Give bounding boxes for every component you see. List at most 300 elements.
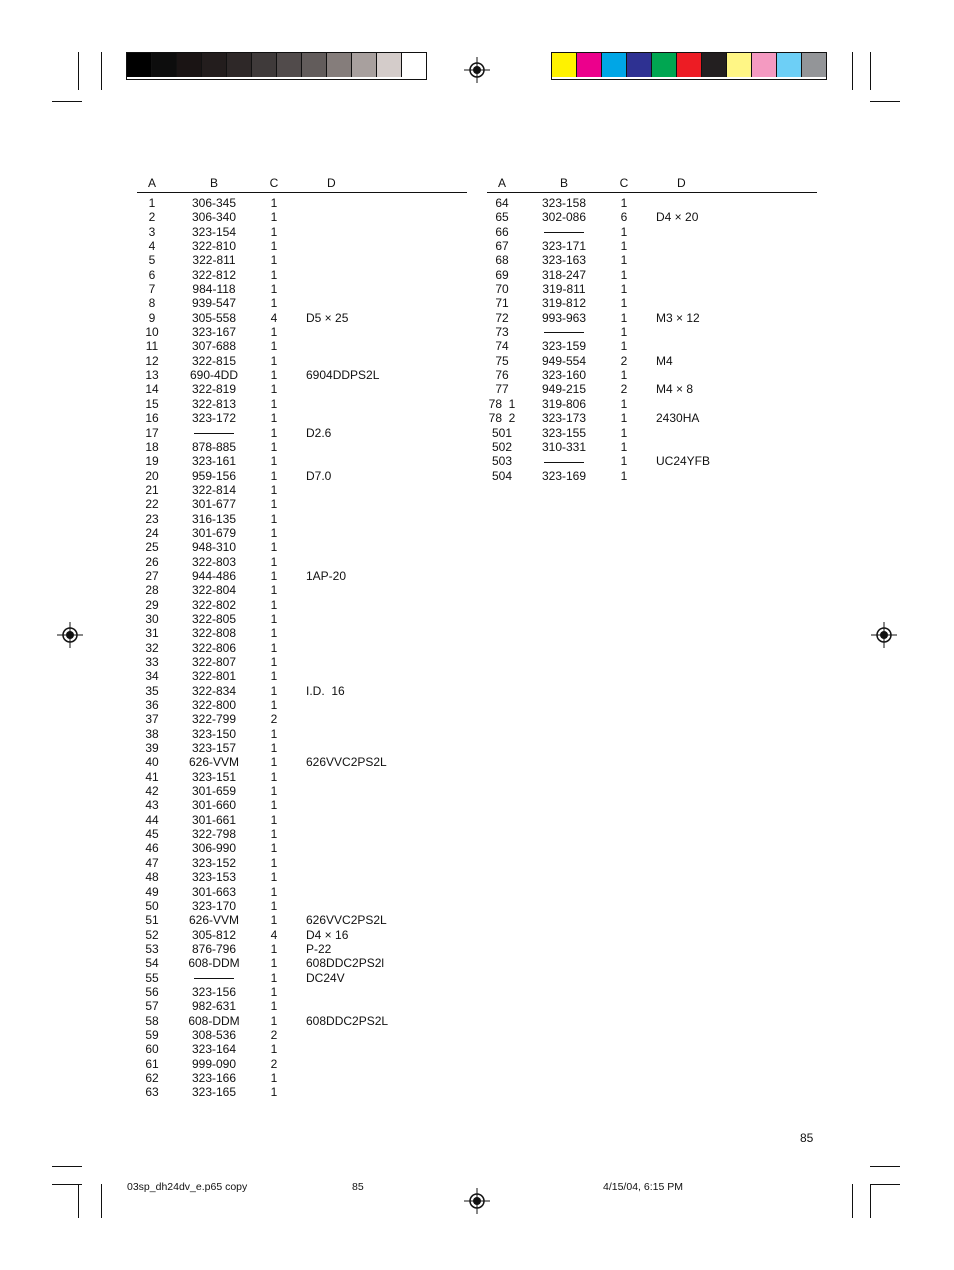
cell-a: 46: [145, 841, 159, 856]
color-swatch: [702, 53, 727, 77]
cell-c: 2: [620, 382, 628, 397]
cell-a: 45: [145, 827, 159, 842]
color-swatch: [402, 53, 426, 77]
cell-d: D5 × 25: [306, 310, 349, 325]
cell-c: 1: [620, 396, 628, 411]
cell-c: 1: [270, 841, 278, 856]
table-row: [137, 626, 467, 640]
cell-b: 690-4DD: [189, 368, 239, 383]
crop-mark: [870, 1184, 900, 1185]
cell-c: 1: [270, 1070, 278, 1085]
cell-b: 322-819: [191, 382, 237, 397]
cell-a: 4: [148, 239, 156, 254]
table-row: [137, 382, 467, 396]
cell-d: 608DDC2PS2l: [306, 956, 385, 971]
cell-a: 503: [491, 454, 513, 469]
table-row: [137, 741, 467, 755]
cell-c: 1: [620, 239, 628, 254]
cell-a: 63: [145, 1085, 159, 1100]
cell-b: [529, 325, 599, 339]
cell-d: D7.0: [306, 468, 332, 483]
cell-c: 1: [270, 999, 278, 1014]
cell-a: 1: [148, 196, 156, 210]
cell-a: 78 1: [488, 396, 516, 411]
table-row: [137, 339, 467, 353]
cell-c: 1: [620, 310, 628, 325]
cell-c: 1: [270, 511, 278, 526]
cell-a: 47: [145, 855, 159, 870]
crop-mark: [852, 1184, 853, 1218]
color-swatch: [727, 53, 752, 77]
cell-a: 39: [145, 741, 159, 756]
cell-c: 1: [270, 482, 278, 497]
cell-d: M3 × 12: [656, 310, 700, 325]
cell-d: 608DDC2PS2L: [306, 1013, 389, 1028]
cell-a: 20: [145, 468, 159, 483]
cell-a: 32: [145, 640, 159, 655]
cell-c: 2: [270, 712, 278, 727]
blank-dash: [194, 978, 234, 979]
cell-c: 1: [270, 1013, 278, 1028]
cell-a: 14: [145, 382, 159, 397]
cell-c: 1: [270, 224, 278, 239]
cell-b: 984-118: [192, 282, 236, 297]
cell-b: 944-486: [191, 568, 237, 583]
cell-b: 323-165: [191, 1085, 237, 1100]
cell-a: 41: [145, 769, 159, 784]
color-swatch: [627, 53, 652, 77]
table-row: [487, 440, 817, 454]
cell-c: 1: [620, 425, 628, 440]
cell-a: 35: [145, 683, 159, 698]
cell-c: 1: [270, 913, 278, 928]
color-swatch: [777, 53, 802, 77]
cell-b: 322-806: [191, 640, 237, 655]
cell-b: 323-159: [541, 339, 587, 354]
table-row: [137, 483, 467, 497]
registration-mark-icon: [57, 622, 83, 648]
cell-a: 24: [145, 525, 159, 540]
cell-a: 67: [495, 239, 509, 254]
color-swatch: [377, 53, 402, 77]
cell-a: 74: [495, 339, 509, 354]
cell-c: 1: [270, 1042, 278, 1057]
cell-a: 49: [145, 884, 159, 899]
cell-c: 1: [620, 454, 628, 469]
table-row: [137, 598, 467, 612]
cell-a: 28: [145, 583, 159, 598]
table-row: [137, 411, 467, 425]
process-color-bar: [551, 52, 827, 80]
cell-c: 1: [270, 454, 278, 469]
cell-b: 322-803: [191, 554, 237, 569]
table-row: [137, 999, 467, 1013]
cell-d: P-22: [306, 941, 332, 956]
cell-b: 322-812: [191, 267, 237, 282]
cell-a: 23: [145, 511, 159, 526]
cell-a: 55: [145, 970, 159, 985]
table-row: [137, 655, 467, 669]
table-row: [487, 239, 817, 253]
cell-a: 27: [145, 568, 159, 583]
table-row: [137, 1028, 467, 1042]
cell-b: 322-798: [191, 827, 237, 842]
cell-c: 1: [270, 870, 278, 885]
crop-mark: [52, 101, 82, 102]
table-row: [137, 225, 467, 239]
cell-d: 2430HA: [656, 411, 700, 426]
cell-a: 33: [145, 655, 159, 669]
cell-b: 323-158: [541, 196, 587, 210]
cell-a: 15: [145, 396, 159, 411]
cell-b: 318-247: [541, 267, 587, 282]
cell-b: 323-171: [541, 239, 587, 254]
cell-d: 6904DDPS2L: [306, 368, 380, 383]
registration-mark-icon: [464, 57, 490, 83]
footer-timestamp: 4/15/04, 6:15 PM: [603, 1181, 683, 1193]
crop-mark: [101, 1184, 102, 1218]
cell-c: 1: [620, 253, 628, 268]
cell-c: 1: [270, 898, 278, 913]
color-swatch: [677, 53, 702, 77]
cell-b: 323-160: [541, 368, 587, 383]
cell-c: 1: [620, 468, 628, 483]
cell-c: 1: [270, 956, 278, 971]
blank-dash: [544, 462, 584, 463]
cell-b: 322-805: [191, 611, 237, 626]
table-row: [487, 397, 817, 411]
cell-b: 322-815: [191, 353, 237, 368]
cell-c: 6: [620, 210, 628, 225]
table-row: [137, 1042, 467, 1056]
cell-d: M4 × 8: [656, 382, 694, 397]
cell-b: 301-661: [191, 812, 237, 827]
color-swatch: [602, 53, 627, 77]
cell-a: 8: [148, 296, 156, 311]
cell-b: 319-811: [542, 282, 586, 297]
table-row: [137, 798, 467, 812]
table-row: [137, 497, 467, 511]
cell-c: 1: [270, 884, 278, 899]
table-row: [137, 669, 467, 683]
cell-a: 19: [145, 454, 159, 469]
cell-c: 1: [270, 827, 278, 842]
table-row: [137, 282, 467, 296]
cell-c: 1: [270, 425, 278, 440]
table-row: [137, 469, 467, 483]
cell-b: 319-812: [541, 296, 587, 311]
cell-a: 5: [148, 253, 156, 268]
cell-d: D4 × 20: [656, 210, 699, 225]
cell-c: 1: [270, 339, 278, 354]
cell-b: 323-152: [191, 855, 237, 870]
cell-b: 626-VVM: [188, 913, 240, 928]
cell-a: 42: [145, 784, 159, 799]
cell-b: 323-157: [191, 741, 237, 756]
table-row: [137, 928, 467, 942]
cell-b: 322-811: [192, 253, 236, 268]
cell-b: 322-799: [191, 712, 237, 727]
cell-b: 308-536: [191, 1027, 237, 1042]
cell-a: 60: [145, 1042, 159, 1057]
table-row: [487, 469, 817, 483]
cell-a: 7: [148, 282, 156, 297]
cell-a: 61: [145, 1056, 159, 1071]
table-body: [487, 193, 817, 483]
cell-a: 31: [145, 626, 159, 641]
color-swatch: [352, 53, 377, 77]
table-row: [487, 296, 817, 310]
cell-c: 1: [620, 411, 628, 426]
cell-c: 1: [270, 325, 278, 340]
cell-a: 11: [145, 339, 159, 354]
cell-a: 3: [148, 224, 156, 239]
color-swatch: [327, 53, 352, 77]
color-swatch: [577, 53, 602, 77]
cell-c: 1: [270, 741, 278, 756]
cell-a: 65: [495, 210, 509, 225]
cell-c: 1: [270, 439, 278, 454]
table-row: [137, 210, 467, 224]
page-number: 85: [800, 1131, 814, 1145]
cell-b: 878-885: [191, 439, 237, 454]
cell-c: 1: [620, 196, 628, 210]
table-row: [487, 282, 817, 296]
cell-c: 1: [270, 611, 278, 626]
cell-b: 322-808: [191, 626, 237, 641]
table-row: [137, 684, 467, 698]
cell-d: 1AP-20: [306, 568, 347, 583]
table-row: [487, 253, 817, 267]
cell-c: 1: [270, 1085, 278, 1100]
table-row: [137, 368, 467, 382]
blank-dash: [544, 232, 584, 233]
cell-c: 1: [620, 439, 628, 454]
cell-b: 323-163: [541, 253, 587, 268]
registration-mark-icon: [871, 622, 897, 648]
cell-b: 306-340: [191, 210, 237, 225]
cell-a: 51: [145, 913, 159, 928]
cell-a: 9: [148, 310, 156, 325]
cell-b: 626-VVM: [188, 755, 240, 770]
cell-a: 50: [145, 898, 159, 913]
cell-b: 323-172: [191, 411, 237, 426]
cell-c: 1: [270, 468, 278, 483]
cell-a: 56: [145, 984, 159, 999]
table-row: [137, 1071, 467, 1085]
table-row: [137, 426, 467, 440]
cell-c: 1: [270, 267, 278, 282]
cell-c: 1: [270, 282, 278, 297]
cell-c: 2: [270, 1027, 278, 1042]
table-row: [137, 569, 467, 583]
cell-a: 13: [145, 368, 159, 383]
registration-mark-icon: [464, 1188, 490, 1214]
blank-dash: [194, 433, 234, 434]
cell-a: 10: [145, 325, 159, 340]
table-row: [487, 382, 817, 396]
header-a: A: [497, 176, 506, 190]
cell-a: 77: [495, 382, 509, 397]
table-row: [137, 239, 467, 253]
table-row: [487, 210, 817, 224]
cell-c: 1: [270, 812, 278, 827]
cell-c: 1: [270, 626, 278, 641]
cell-c: 1: [270, 640, 278, 655]
cell-c: 1: [270, 497, 278, 512]
cell-b: 876-796: [191, 941, 237, 956]
cell-a: 43: [145, 798, 159, 813]
cell-a: 26: [145, 554, 159, 569]
crop-mark: [870, 101, 900, 102]
table-row: [137, 698, 467, 712]
cell-b: 322-807: [191, 655, 237, 669]
cell-b: 310-331: [541, 439, 587, 454]
cell-b: 319-806: [541, 396, 587, 411]
cell-a: 18: [145, 439, 159, 454]
table-row: [487, 426, 817, 440]
cell-b: 316-135: [191, 511, 237, 526]
table-row: [137, 755, 467, 769]
table-row: [487, 225, 817, 239]
cell-b: 323-166: [191, 1070, 237, 1085]
crop-mark: [870, 1166, 900, 1167]
footer-page: 85: [352, 1181, 364, 1193]
cell-b: [179, 426, 249, 440]
cell-b: [529, 225, 599, 239]
table-header: [137, 176, 467, 193]
table-row: [137, 296, 467, 310]
crop-mark: [852, 52, 853, 90]
color-swatch: [652, 53, 677, 77]
cell-b: 323-173: [541, 411, 587, 426]
cell-b: 959-156: [191, 468, 237, 483]
cell-b: 322-800: [191, 698, 237, 713]
table-row: [137, 942, 467, 956]
table-body: [137, 193, 467, 1100]
table-row: [487, 354, 817, 368]
cell-c: 1: [270, 540, 278, 555]
cell-b: 323-164: [191, 1042, 237, 1057]
table-row: [137, 827, 467, 841]
cell-d: 626VVC2PS2L: [306, 755, 387, 770]
table-row: [137, 268, 467, 282]
cell-a: 25: [145, 540, 159, 555]
cell-c: 1: [270, 525, 278, 540]
cell-b: 323-161: [191, 454, 237, 469]
cell-b: 949-215: [541, 382, 587, 397]
cell-a: 30: [145, 611, 159, 626]
cell-a: 69: [495, 267, 509, 282]
cell-b: 323-150: [191, 726, 237, 741]
cell-b: 322-802: [191, 597, 237, 612]
cell-a: 73: [495, 325, 509, 340]
cell-d: DC24V: [306, 970, 345, 985]
cell-c: 1: [270, 941, 278, 956]
cell-c: 1: [270, 855, 278, 870]
table-row: [137, 253, 467, 267]
color-swatch: [202, 53, 227, 77]
table-row: [137, 555, 467, 569]
cell-c: 1: [270, 554, 278, 569]
cell-c: 1: [270, 411, 278, 426]
cell-b: [179, 971, 249, 985]
color-swatch: [127, 53, 152, 77]
cell-c: 1: [270, 368, 278, 383]
table-row: [137, 526, 467, 540]
cell-c: 1: [270, 568, 278, 583]
cell-c: 1: [270, 253, 278, 268]
table-row: [137, 196, 467, 210]
cell-c: 1: [270, 583, 278, 598]
cell-d: 626VVC2PS2L: [306, 913, 387, 928]
cell-c: 1: [270, 655, 278, 669]
cell-d: I.D. 16: [306, 683, 345, 698]
cell-c: 4: [270, 310, 278, 325]
cell-a: 71: [495, 296, 509, 311]
table-row: [137, 956, 467, 970]
cell-c: 2: [270, 1056, 278, 1071]
cell-c: 1: [620, 296, 628, 311]
cell-b: 948-310: [191, 540, 237, 555]
cell-b: 939-547: [191, 296, 237, 311]
cell-a: 502: [491, 439, 513, 454]
cell-b: 993-963: [541, 310, 587, 325]
cell-b: 306-990: [191, 841, 237, 856]
cell-b: 301-679: [191, 525, 237, 540]
table-row: [137, 641, 467, 655]
table-row: [137, 813, 467, 827]
table-row: [487, 411, 817, 425]
parts-table-right: [487, 176, 817, 483]
cell-a: 53: [145, 941, 159, 956]
cell-b: 323-169: [541, 468, 587, 483]
cell-a: 58: [145, 1013, 159, 1028]
cell-b: 322-801: [191, 669, 237, 684]
cell-c: 2: [620, 353, 628, 368]
cell-a: 12: [145, 353, 159, 368]
cell-c: 1: [620, 339, 628, 354]
table-row: [137, 540, 467, 554]
cell-b: 305-812: [191, 927, 237, 942]
cell-c: 4: [270, 927, 278, 942]
table-row: [137, 971, 467, 985]
cell-b: 302-086: [541, 210, 587, 225]
table-row: [137, 870, 467, 884]
color-swatch: [302, 53, 327, 77]
table-row: [137, 913, 467, 927]
table-row: [487, 368, 817, 382]
cell-a: 59: [145, 1027, 159, 1042]
cell-c: 1: [270, 669, 278, 684]
cell-c: 1: [270, 396, 278, 411]
crop-mark: [101, 52, 102, 90]
cell-a: 37: [145, 712, 159, 727]
crop-mark: [52, 1166, 82, 1167]
color-swatch: [177, 53, 202, 77]
cell-c: 1: [270, 698, 278, 713]
cell-b: 306-345: [191, 196, 237, 210]
cell-c: 1: [620, 282, 628, 297]
cell-b: 323-170: [191, 898, 237, 913]
cell-a: 29: [145, 597, 159, 612]
cell-b: 323-156: [191, 984, 237, 999]
cell-c: 1: [620, 368, 628, 383]
table-row: [137, 1014, 467, 1028]
cell-a: 2: [148, 210, 156, 225]
cell-a: 75: [495, 353, 509, 368]
cell-a: 21: [145, 482, 159, 497]
